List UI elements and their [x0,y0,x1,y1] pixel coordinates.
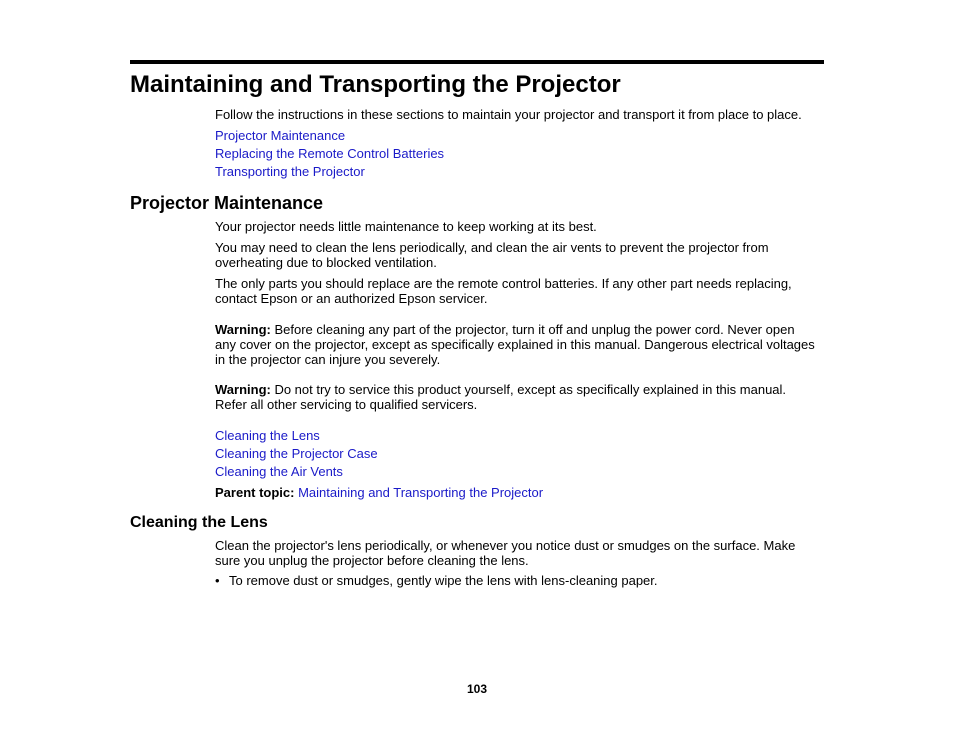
section-heading-cleaning-lens: Cleaning the Lens [130,514,268,531]
paragraph-line: sure you unplug the projector before cleaning the lens. [215,553,529,568]
parent-topic-label: Parent topic: [215,485,295,500]
section-heading-projector-maintenance: Projector Maintenance [130,193,324,213]
warning-line: Refer all other servicing to qualified servicers. [215,397,478,412]
maintenance-paragraph-2 [215,240,827,270]
cleaning-lens-paragraph [215,538,827,568]
paragraph-line: contact Epson or an authorized Epson servicer. [215,291,488,306]
warning-power-cord [215,322,827,367]
paragraph-line: overheating due to blocked ventilation. [215,255,437,270]
parent-topic-link[interactable]: Maintaining and Transporting the Projector [298,485,544,500]
warning-label: Warning: [215,322,271,337]
link-cleaning-air-vents[interactable]: Cleaning the Air Vents [215,464,343,479]
link-replacing-remote-batteries[interactable]: Replacing the Remote Control Batteries [215,146,445,161]
link-transporting-projector[interactable]: Transporting the Projector [215,164,365,179]
chapter-title: Maintaining and Transporting the Projector [130,71,621,98]
warning-line: in the projector can injure you severely. [215,352,441,367]
maintenance-paragraph-1: Your projector needs little maintenance to keep working at its best. [215,219,597,234]
warning-line [215,382,827,397]
warning-text: Do not try to service this product yourself, except as specifically explained in this manual. [270,382,787,397]
list-item-text: To remove dust or smudges, gently wipe the lens with lens-cleaning paper. [229,573,658,588]
maintenance-paragraph-3 [215,276,827,306]
link-cleaning-projector-case[interactable]: Cleaning the Projector Case [215,446,378,461]
paragraph-line: Clean the projector's lens periodically, or whenever you notice dust or smudges on the surface. Make [215,538,796,553]
warning-label: Warning: [215,382,271,397]
list-item [215,573,658,588]
link-projector-maintenance[interactable]: Projector Maintenance [215,128,346,143]
chapter-top-rule [130,60,824,64]
bullet-icon: • [215,573,220,588]
warning-service [215,382,827,412]
parent-topic [215,485,827,500]
warning-text: Before cleaning any part of the projector, turn it off and unplug the power cord. Never open [270,322,795,337]
paragraph-line: The only parts you should replace are the remote control batteries. If any other part needs replacing, [215,276,792,291]
paragraph-line: You may need to clean the lens periodically, and clean the air vents to prevent the projector from [215,240,769,255]
warning-line: any cover on the projector, except as specifically explained in this manual. Dangerous electrical voltages [215,337,815,352]
link-cleaning-lens[interactable]: Cleaning the Lens [215,428,320,443]
chapter-intro: Follow the instructions in these sections to maintain your projector and transport it from place to place. [215,107,802,122]
page-number: 103 [466,682,488,696]
warning-line [215,322,827,337]
